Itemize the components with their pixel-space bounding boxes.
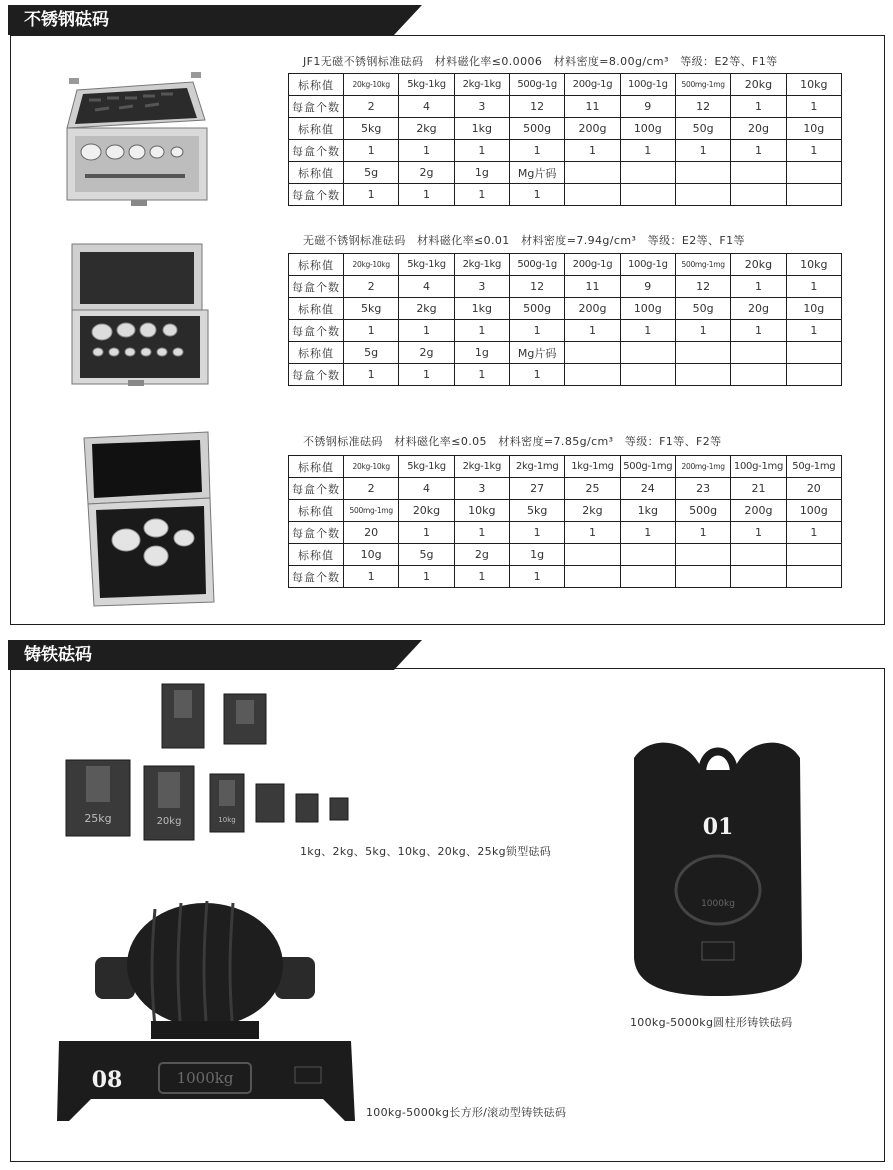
table-cell: 1 <box>620 140 675 162</box>
table-cell: 4 <box>399 276 454 298</box>
row-label: 每盒个数 <box>289 478 344 500</box>
table-row <box>289 96 842 118</box>
table-row <box>289 478 842 500</box>
table-cell: 2 <box>344 96 399 118</box>
table-cell: 1 <box>344 320 399 342</box>
table-cell: 1 <box>399 364 454 386</box>
row-label: 每盒个数 <box>289 320 344 342</box>
row-label: 每盒个数 <box>289 522 344 544</box>
table-cell: 12 <box>675 96 730 118</box>
table-cell <box>786 162 841 184</box>
lock-mark-20kg: 20kg <box>156 816 182 827</box>
row-label: 每盒个数 <box>289 184 344 206</box>
table-row <box>289 74 842 96</box>
table-cell: 1 <box>509 522 564 544</box>
table-cell <box>565 544 620 566</box>
table-cell <box>786 342 841 364</box>
table-cell: 1 <box>399 522 454 544</box>
table-cell: 5kg-1kg <box>399 254 454 276</box>
table-cell: 20kg <box>731 74 786 96</box>
table-cell: 11 <box>565 276 620 298</box>
table-cell: 27 <box>509 478 564 500</box>
table-cell: 5kg-1kg <box>399 74 454 96</box>
weight-spec-table-1 <box>288 73 842 206</box>
table-row <box>289 184 842 206</box>
table-cell <box>620 544 675 566</box>
table-cell <box>565 342 620 364</box>
table-cell: 200g-1g <box>565 74 620 96</box>
table-row <box>289 320 842 342</box>
table-cell: 1 <box>565 522 620 544</box>
row-label: 标称值 <box>289 298 344 320</box>
table-cell: 1 <box>786 96 841 118</box>
table-cell: 2kg-1mg <box>509 456 564 478</box>
cylinder-mark: 01 <box>702 814 734 840</box>
table-cell: 500g-1mg <box>620 456 675 478</box>
table-cell <box>675 342 730 364</box>
row-label: 每盒个数 <box>289 140 344 162</box>
table-cell: 23 <box>675 478 730 500</box>
table-cell: 1kg-1mg <box>565 456 620 478</box>
table-cell: 10kg <box>786 74 841 96</box>
table-cell: 20kg-10kg <box>344 254 399 276</box>
row-label: 标称值 <box>289 74 344 96</box>
table-cell: 1 <box>344 364 399 386</box>
table-cell: 5kg <box>344 298 399 320</box>
section-title-stainless: 不锈钢砝码 <box>8 5 394 35</box>
table-cell: 3 <box>454 478 509 500</box>
table-cell: 4 <box>399 96 454 118</box>
table-cell: 500mg-1mg <box>344 500 399 522</box>
table-cell: 5g <box>399 544 454 566</box>
table-cell: 1 <box>620 522 675 544</box>
table-cell: 100g <box>620 118 675 140</box>
weight-spec-table-2 <box>288 253 842 386</box>
table-cell: 1 <box>509 320 564 342</box>
table-cell: 1 <box>509 364 564 386</box>
table-cell: 2 <box>344 478 399 500</box>
table-cell <box>675 566 730 588</box>
table-cell: 2kg <box>565 500 620 522</box>
table-cell <box>786 544 841 566</box>
table-cell: 2 <box>344 276 399 298</box>
table-cell: 9 <box>620 276 675 298</box>
table-cell: 1 <box>454 140 509 162</box>
table-cell: 20g <box>731 118 786 140</box>
table-cell: 1 <box>565 140 620 162</box>
table-cell: 1 <box>731 96 786 118</box>
table-cell: 1 <box>731 522 786 544</box>
table-cell: 1 <box>786 140 841 162</box>
table-cell: 20kg <box>399 500 454 522</box>
table-cell: 12 <box>509 276 564 298</box>
table-cell: 1 <box>509 566 564 588</box>
table-cell <box>786 184 841 206</box>
cylinder-weight-caption: 100kg-5000kg圆柱形铸铁砝码 <box>630 1016 793 1029</box>
table-cell: 5kg-1kg <box>399 456 454 478</box>
table-cell: 100g-1g <box>620 74 675 96</box>
table-cell: 25 <box>565 478 620 500</box>
row-label: 标称值 <box>289 118 344 140</box>
table-cell: 200mg-1mg <box>675 456 730 478</box>
weight-case-photo-3 <box>80 428 220 608</box>
table-row <box>289 544 842 566</box>
table-cell: 1 <box>731 320 786 342</box>
table-cell: 1g <box>454 342 509 364</box>
table-cell: 10kg <box>786 254 841 276</box>
table-cell: 100g-1mg <box>731 456 786 478</box>
table-cell: 50g <box>675 298 730 320</box>
table-cell: 200g <box>565 298 620 320</box>
table-cell: 2kg-1kg <box>454 74 509 96</box>
table-cell: 200g <box>565 118 620 140</box>
table-cell: 1 <box>344 566 399 588</box>
row-label: 每盒个数 <box>289 276 344 298</box>
lock-weights-caption: 1kg、2kg、5kg、10kg、20kg、25kg锁型砝码 <box>300 845 552 858</box>
table-cell: 1 <box>675 320 730 342</box>
table-cell: 500g <box>509 118 564 140</box>
table-cell: 20g <box>731 298 786 320</box>
table-cell: 500g <box>675 500 730 522</box>
lock-mark-10kg: 10kg <box>218 816 236 824</box>
row-label: 每盒个数 <box>289 364 344 386</box>
table-cell: 1 <box>565 320 620 342</box>
row-label: 标称值 <box>289 456 344 478</box>
table-cell: 2kg-1kg <box>454 456 509 478</box>
table-cell: 2g <box>399 342 454 364</box>
lock-weights-photo <box>62 680 362 850</box>
table-cell: 50g-1mg <box>786 456 841 478</box>
table-row <box>289 364 842 386</box>
row-label: 每盒个数 <box>289 566 344 588</box>
table-cell <box>786 566 841 588</box>
table-cell <box>731 162 786 184</box>
table-cell: 100g-1g <box>620 254 675 276</box>
table-cell: 24 <box>620 478 675 500</box>
table-cell <box>675 184 730 206</box>
table-cell: 500mg-1mg <box>675 74 730 96</box>
table-cell: 50g <box>675 118 730 140</box>
table-cell: 100g <box>620 298 675 320</box>
table-cell <box>620 566 675 588</box>
table-cell: 5g <box>344 342 399 364</box>
table-cell: 1 <box>786 522 841 544</box>
table-cell <box>620 162 675 184</box>
row-label: 标称值 <box>289 544 344 566</box>
table-row <box>289 254 842 276</box>
table-cell: 20kg <box>731 254 786 276</box>
roller-mark: 08 <box>91 1067 123 1093</box>
table-cell: 10g <box>786 298 841 320</box>
table-cell <box>620 364 675 386</box>
table-cell: 1 <box>454 320 509 342</box>
table-cell: Mg片码 <box>509 342 564 364</box>
table-cell <box>565 162 620 184</box>
table-cell: 1 <box>509 184 564 206</box>
table-cell: 1 <box>344 184 399 206</box>
roller-weight-caption: 100kg-5000kg长方形/滚动型铸铁砝码 <box>366 1106 567 1119</box>
lock-mark-25kg: 25kg <box>84 812 112 825</box>
table-cell: 200g <box>731 500 786 522</box>
table-cell: 10kg <box>454 500 509 522</box>
table-cell <box>620 184 675 206</box>
table-cell: 5g <box>344 162 399 184</box>
table-row <box>289 500 842 522</box>
table-row <box>289 162 842 184</box>
table-cell: 2kg <box>399 298 454 320</box>
table-cell <box>731 364 786 386</box>
table-cell: 1 <box>399 140 454 162</box>
table-cell: 100g <box>786 500 841 522</box>
table-cell <box>675 364 730 386</box>
table-cell: 3 <box>454 276 509 298</box>
table-cell: 1 <box>454 184 509 206</box>
table-cell <box>620 342 675 364</box>
table-cell: 10g <box>344 544 399 566</box>
table-cell: 1 <box>731 140 786 162</box>
table-1-caption: JF1无磁不锈钢标准砝码 材料磁化率≤0.0006 材料密度=8.00g/cm³ 等级：E2等、F1等 <box>303 55 778 68</box>
table-cell <box>565 364 620 386</box>
table-cell: 1 <box>399 320 454 342</box>
table-cell: 11 <box>565 96 620 118</box>
table-cell: 1kg <box>454 118 509 140</box>
table-cell: 9 <box>620 96 675 118</box>
section-title-castiron: 铸铁砝码 <box>8 640 394 670</box>
table-cell: 1 <box>454 522 509 544</box>
table-cell: 1 <box>675 522 730 544</box>
table-row <box>289 298 842 320</box>
table-cell <box>675 544 730 566</box>
table-cell: 200g-1g <box>565 254 620 276</box>
table-row <box>289 456 842 478</box>
table-cell: 2kg-1kg <box>454 254 509 276</box>
table-cell: 21 <box>731 478 786 500</box>
table-cell: 500g-1g <box>509 254 564 276</box>
table-cell: 1 <box>454 364 509 386</box>
table-cell: 1 <box>675 140 730 162</box>
table-cell <box>565 566 620 588</box>
table-cell: 10g <box>786 118 841 140</box>
table-cell: 2kg <box>399 118 454 140</box>
table-2-caption: 无磁不锈钢标准砝码 材料磁化率≤0.01 材料密度=7.94g/cm³ 等级：E2等、F1等 <box>303 234 745 247</box>
table-cell: 20kg-10kg <box>344 456 399 478</box>
table-cell <box>675 162 730 184</box>
table-cell: 4 <box>399 478 454 500</box>
table-cell: 1g <box>454 162 509 184</box>
table-cell: 12 <box>675 276 730 298</box>
table-cell: 1 <box>399 566 454 588</box>
table-cell: 3 <box>454 96 509 118</box>
table-3-caption: 不锈钢标准砝码 材料磁化率≤0.05 材料密度=7.85g/cm³ 等级：F1等、F2等 <box>303 435 722 448</box>
table-cell: 5kg <box>509 500 564 522</box>
row-label: 标称值 <box>289 254 344 276</box>
row-label: 标称值 <box>289 162 344 184</box>
table-cell <box>786 364 841 386</box>
weight-case-photo-1 <box>55 68 215 208</box>
table-cell <box>731 342 786 364</box>
table-cell: 1 <box>786 276 841 298</box>
table-cell <box>731 566 786 588</box>
roller-weight-photo <box>55 895 365 1125</box>
weight-case-photo-2 <box>62 240 212 390</box>
table-cell: 500mg-1mg <box>675 254 730 276</box>
table-cell: 12 <box>509 96 564 118</box>
table-cell: 500g-1g <box>509 74 564 96</box>
table-cell: 20 <box>786 478 841 500</box>
table-row <box>289 140 842 162</box>
table-cell: 1 <box>731 276 786 298</box>
table-cell: 5kg <box>344 118 399 140</box>
table-cell <box>731 544 786 566</box>
table-row <box>289 118 842 140</box>
cylinder-stamp: 1000kg <box>701 899 735 909</box>
table-row <box>289 522 842 544</box>
row-label: 每盒个数 <box>289 96 344 118</box>
row-label: 标称值 <box>289 342 344 364</box>
table-cell <box>731 184 786 206</box>
roller-plate: 1000kg <box>176 1069 234 1087</box>
table-cell: 2g <box>454 544 509 566</box>
table-cell: 1 <box>454 566 509 588</box>
table-cell: 1 <box>399 184 454 206</box>
row-label: 标称值 <box>289 500 344 522</box>
table-cell: 1 <box>509 140 564 162</box>
table-cell: 20 <box>344 522 399 544</box>
table-cell: Mg片码 <box>509 162 564 184</box>
table-cell: 1kg <box>620 500 675 522</box>
table-cell: 1 <box>786 320 841 342</box>
table-cell: 1kg <box>454 298 509 320</box>
table-cell: 500g <box>509 298 564 320</box>
table-cell: 1 <box>620 320 675 342</box>
table-cell: 1g <box>509 544 564 566</box>
table-cell: 20kg-10kg <box>344 74 399 96</box>
table-row <box>289 342 842 364</box>
table-row <box>289 276 842 298</box>
table-cell: 1 <box>344 140 399 162</box>
table-cell <box>565 184 620 206</box>
weight-spec-table-3 <box>288 455 842 588</box>
table-row <box>289 566 842 588</box>
cylinder-weight-photo <box>630 730 805 1000</box>
table-cell: 2g <box>399 162 454 184</box>
